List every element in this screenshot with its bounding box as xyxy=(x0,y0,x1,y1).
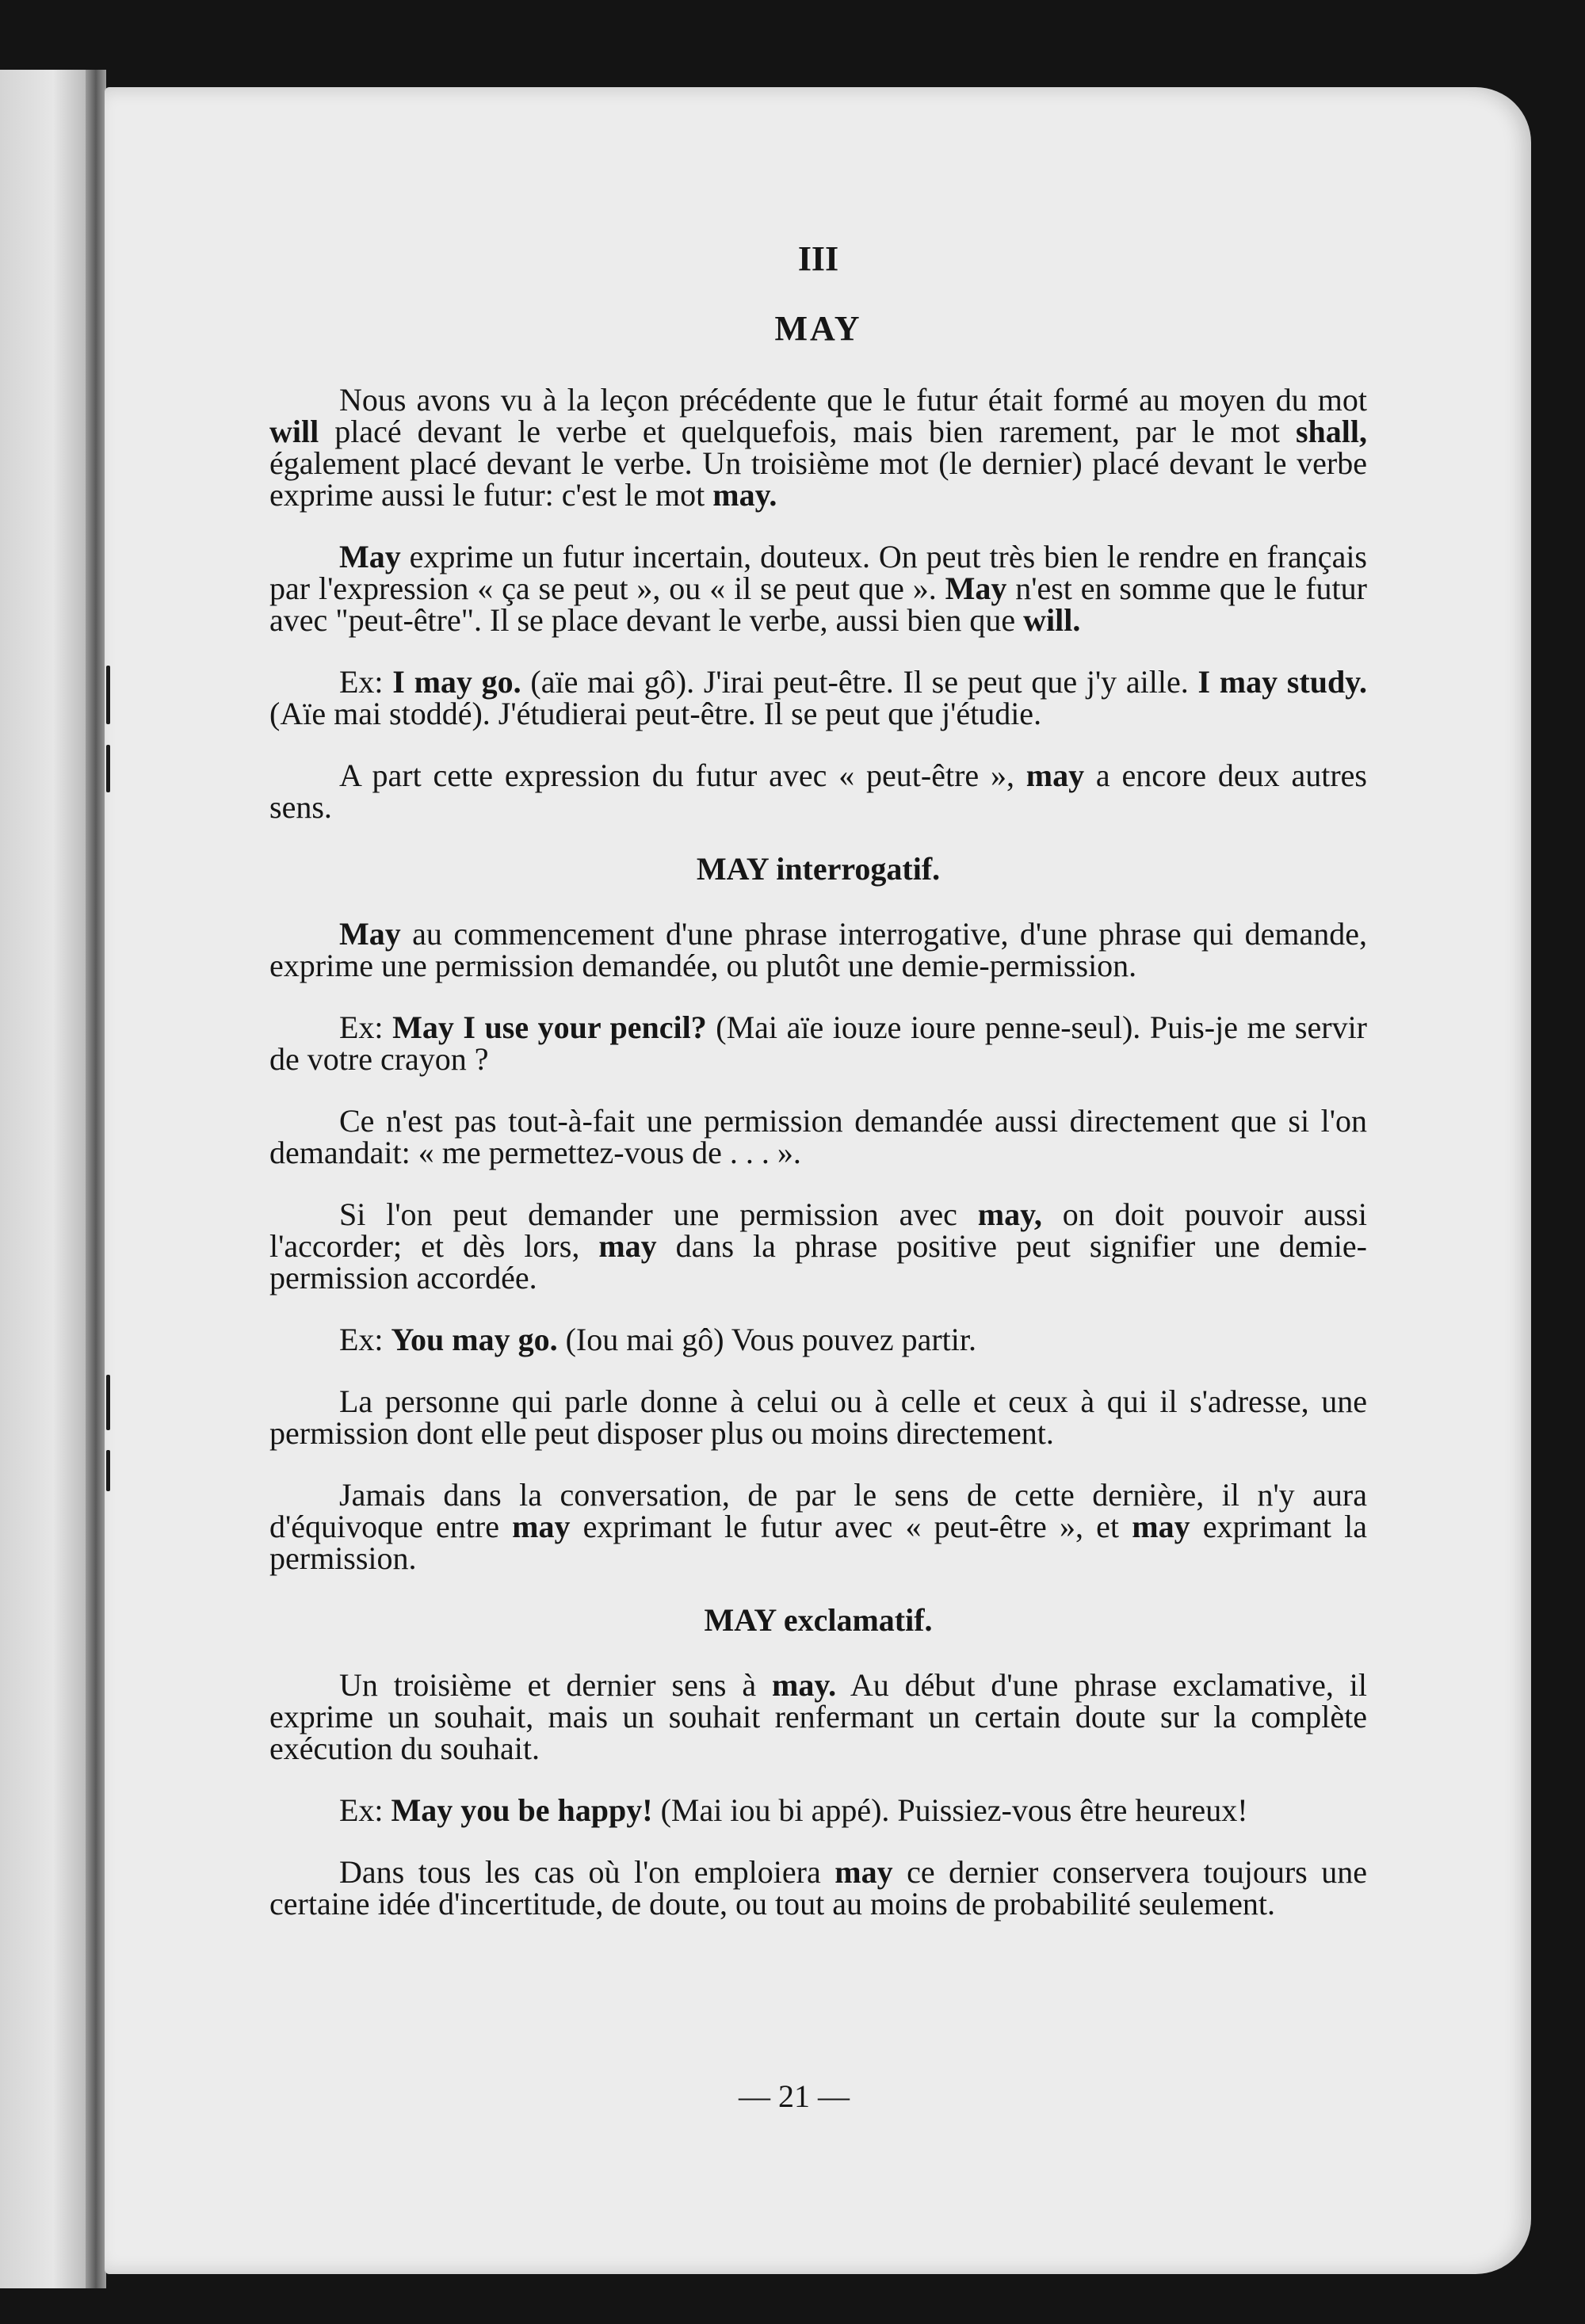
interrogatif-paragraphs xyxy=(269,918,1367,1574)
bold-term: May I use your pencil? xyxy=(392,1009,707,1045)
paragraph xyxy=(269,1383,1367,1451)
text-run: exprimant la permission. xyxy=(269,1509,1367,1576)
text-run: placé devant le verbe et quelquefois, mais bien rarement, par le mot xyxy=(319,414,1296,449)
bold-term: may. xyxy=(712,477,777,513)
paragraph xyxy=(269,541,1367,636)
paragraph xyxy=(269,1667,1367,1766)
text-run: Dans tous les cas où l'on emploiera xyxy=(339,1854,835,1890)
text-run: Ex: xyxy=(339,1792,391,1828)
bold-term: may xyxy=(598,1228,657,1264)
paragraph xyxy=(269,1854,1368,1921)
bold-term: may xyxy=(512,1509,571,1544)
text-run: on doit pouvoir aussi l'accorder; et dès lors, xyxy=(269,1196,1367,1264)
text-run: exprimant le futur avec « peut-être », et xyxy=(570,1509,1132,1544)
text-run: n'est en somme que le futur avec "peut-être". Il se place devant le verbe, aussi bien que xyxy=(269,571,1367,638)
bold-term: will. xyxy=(1023,602,1081,638)
paragraph xyxy=(269,1479,1367,1574)
text-run: (Iou mai gô) Vous pouvez partir. xyxy=(557,1322,977,1357)
chapter-number: III xyxy=(797,239,839,278)
binding-mark xyxy=(106,1375,110,1430)
page-text xyxy=(269,239,1368,1950)
text-run: a encore deux autres sens. xyxy=(269,757,1367,825)
text-run: (aïe mai gô). J'irai peut-être. Il se peut que j'y aille. xyxy=(521,664,1198,700)
book-gutter xyxy=(86,70,106,2288)
text-run: Au début d'une phrase exclamative, il exprime un souhait, mais un souhait renfermant un certain doute sur la complète exécution du souhait. xyxy=(269,1667,1367,1766)
paragraph xyxy=(269,918,1367,982)
text-run: Ex: xyxy=(339,664,393,700)
binding-mark xyxy=(106,666,110,724)
chapter-title: MAY xyxy=(774,309,862,348)
binding-mark xyxy=(106,745,110,792)
bold-term: may xyxy=(1132,1509,1190,1544)
text-run: Ex: xyxy=(339,1322,391,1357)
bold-term: may xyxy=(835,1854,893,1890)
bold-term: May you be happy! xyxy=(391,1792,653,1828)
text-run: Si l'on peut demander une permission avec xyxy=(339,1196,978,1232)
bold-term: shall, xyxy=(1295,414,1367,449)
paragraph xyxy=(269,757,1367,825)
text-run: Un troisième et dernier sens à xyxy=(339,1667,773,1703)
paragraph xyxy=(269,1009,1368,1077)
text-run: (Mai aïe iouze ioure penne-seul). Puis-je me servir de votre crayon ? xyxy=(269,1009,1368,1077)
bold-term: may, xyxy=(977,1196,1042,1232)
text-run: Nous avons vu à la leçon précédente que le futur était formé au moyen du mot xyxy=(339,382,1367,418)
bold-term: I may study. xyxy=(1197,664,1367,700)
text-run: La personne qui parle donne à celui ou à celle et ceux à qui il s'adresse, une permission dont elle peut disposer plus ou moins directement. xyxy=(269,1383,1367,1451)
text-run: Jamais dans la conversation, de par le sens de cette dernière, il n'y aura d'équivoque entre xyxy=(269,1477,1367,1544)
section-heading-interrogatif: MAY interrogatif. xyxy=(696,851,941,887)
paragraph xyxy=(269,666,1367,730)
paragraph xyxy=(269,1196,1368,1296)
bold-term: May xyxy=(945,571,1007,606)
text-run: (Mai iou bi appé). Puissiez-vous être heureux! xyxy=(652,1792,1248,1828)
binding-mark xyxy=(106,1450,110,1491)
text-run: A part cette expression du futur avec « peut-être », xyxy=(339,757,1026,793)
exclamatif-paragraphs xyxy=(269,1667,1368,1921)
text-run: également placé devant le verbe. Un troisième mot (le dernier) placé devant le verbe exprime aussi le futur: c'est le mot xyxy=(269,445,1367,513)
bold-term: may xyxy=(1025,757,1085,793)
intro-paragraphs xyxy=(269,384,1367,823)
paragraph xyxy=(269,1324,1367,1356)
text-run: exprime un futur incertain, douteux. On peut très bien le rendre en français par l'expression « ça se peut », ou « il se peut que ». xyxy=(269,539,1367,606)
bold-term: will xyxy=(269,414,319,449)
text-run: ce dernier conservera toujours une certaine idée d'incertitude, de doute, ou tout au moins de probabilité seulement. xyxy=(269,1854,1368,1921)
bold-term: May xyxy=(339,916,401,952)
text-run: au commencement d'une phrase interrogative, d'une phrase qui demande, exprime une permission demandée, ou plutôt une demie-permission. xyxy=(269,916,1367,983)
text-run: (Aïe mai stoddé). J'étudierai peut-être. Il se peut que j'étudie. xyxy=(269,696,1042,731)
text-run: Ex: xyxy=(339,1009,393,1045)
paragraph xyxy=(269,384,1367,511)
text-run: Ce n'est pas tout-à-fait une permission demandée aussi directement que si l'on demandait: « me permettez-vous de . . . ». xyxy=(269,1103,1367,1170)
bold-term: May xyxy=(339,539,401,574)
facing-page-edge xyxy=(0,70,89,2288)
bold-term: may. xyxy=(772,1667,837,1703)
paragraph xyxy=(269,1105,1367,1169)
text-run: dans la phrase positive peut signifier une demie-permission accordée. xyxy=(269,1228,1368,1296)
bold-term: You may go. xyxy=(391,1322,558,1357)
section-heading-exclamatif: MAY exclamatif. xyxy=(704,1602,933,1638)
page-number: — 21 — xyxy=(739,2078,850,2114)
bold-term: I may go. xyxy=(392,664,521,700)
paragraph xyxy=(269,1792,1367,1828)
